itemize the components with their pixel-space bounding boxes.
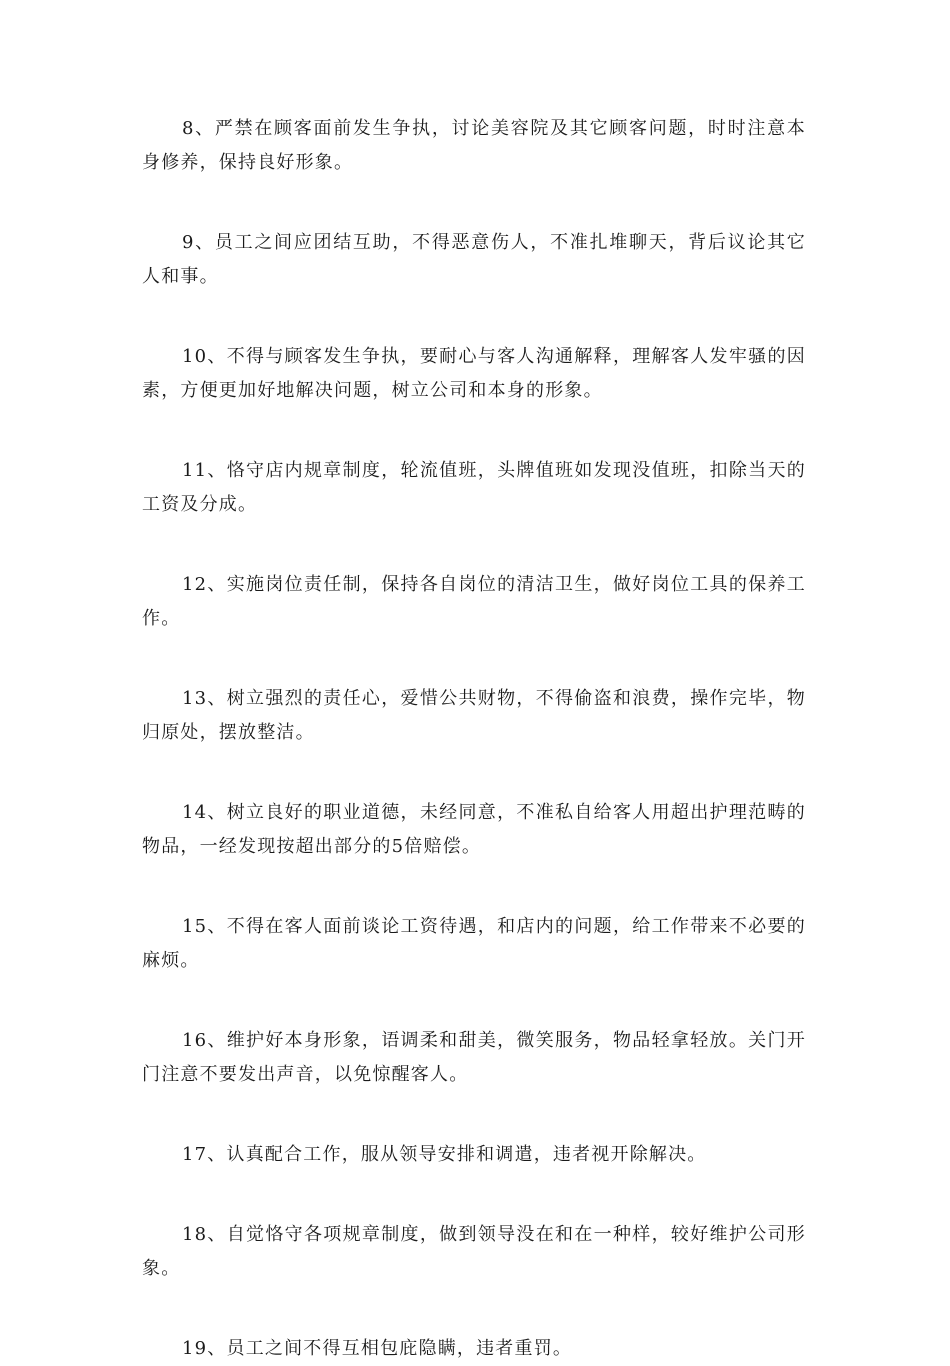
rule-item-11: 11、恪守店内规章制度，轮流值班，头牌值班如发现没值班，扣除当天的工资及分成。 bbox=[142, 460, 806, 515]
rule-item-9: 9、员工之间应团结互助，不得恶意伤人，不准扎堆聊天，背后议论其它人和事。 bbox=[142, 232, 806, 287]
rule-item-15: 15、不得在客人面前谈论工资待遇，和店内的问题，给工作带来不必要的麻烦。 bbox=[142, 916, 806, 971]
rule-item-10: 10、不得与顾客发生争执，要耐心与客人沟通解释，理解客人发牢骚的因素，方便更加好地解决问题，树立公司和本身的形象。 bbox=[142, 346, 806, 401]
rule-item-19: 19、员工之间不得互相包庇隐瞒，违者重罚。 bbox=[182, 1338, 573, 1359]
rule-item-8: 8、严禁在顾客面前发生争执，讨论美容院及其它顾客问题，时时注意本身修养，保持良好形象。 bbox=[142, 118, 806, 173]
rule-item-13: 13、树立强烈的责任心，爱惜公共财物，不得偷盗和浪费，操作完毕，物归原处，摆放整洁。 bbox=[142, 688, 806, 743]
rule-item-17: 17、认真配合工作，服从领导安排和调遣，违者视开除解决。 bbox=[182, 1144, 707, 1165]
document-body bbox=[142, 112, 806, 1366]
rule-item-14: 14、树立良好的职业道德，未经同意，不准私自给客人用超出护理范畴的物品，一经发现按超出部分的5倍赔偿。 bbox=[142, 802, 806, 857]
rule-item-18: 18、自觉恪守各项规章制度，做到领导没在和在一种样，较好维护公司形象。 bbox=[142, 1224, 806, 1279]
rule-item-12: 12、实施岗位责任制，保持各自岗位的清洁卫生，做好岗位工具的保养工作。 bbox=[142, 574, 806, 629]
rule-item-16: 16、维护好本身形象，语调柔和甜美，微笑服务，物品轻拿轻放。关门开门注意不要发出声音，以免惊醒客人。 bbox=[142, 1030, 806, 1085]
